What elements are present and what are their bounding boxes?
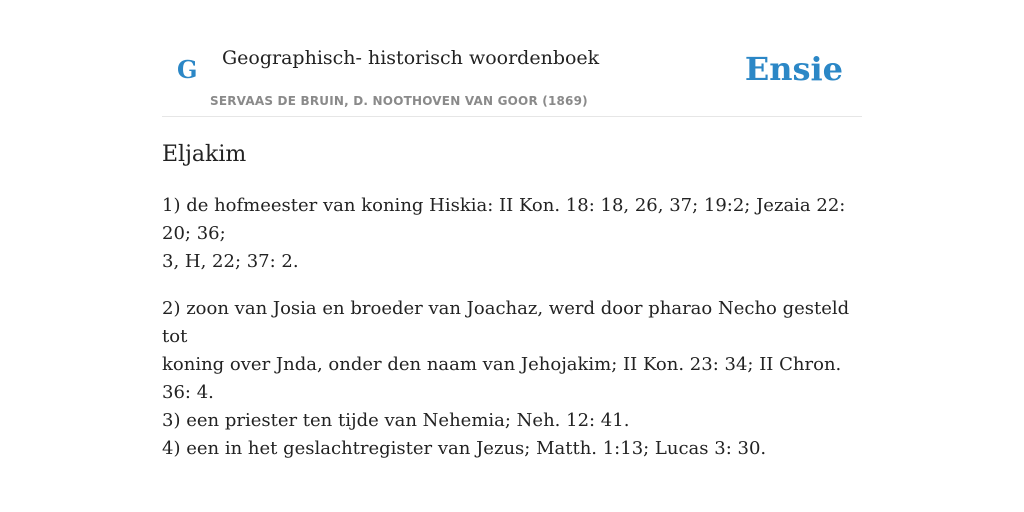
entry-line: 2) zoon van Josia en broeder van Joachaz, werd door pharao Necho gesteld tot [162, 298, 850, 347]
entry-line: 1) de hofmeester van koning Hiskia: II Kon. 18: 18, 26, 37; 19:2; Jezaia 22: 20; 36; [162, 195, 846, 244]
entry-title: Eljakim [162, 142, 247, 167]
ensie-logo-link[interactable]: Ensie [744, 50, 843, 88]
book-logo-letter[interactable]: G [177, 55, 198, 84]
entry-line: 4) een in het geslachtregister van Jezus; Matth. 1:13; Lucas 3: 30. [162, 438, 767, 459]
entry-line: koning over Jnda, onder den naam van Jehojakim; II Kon. 23: 34; II Chron. 36: 4. [162, 354, 842, 403]
entry-line: 3, H, 22; 37: 2. [162, 251, 299, 272]
book-header [162, 0, 862, 117]
entry-line: 3) een priester ten tijde van Nehemia; Neh. 12: 41. [162, 410, 630, 431]
entry-paragraph-2 [162, 295, 862, 463]
book-authors: SERVAAS DE BRUIN, D. NOOTHOVEN VAN GOOR (1869) [210, 94, 588, 108]
book-title[interactable]: Geographisch- historisch woordenboek [222, 47, 600, 69]
entry-paragraph-1 [162, 192, 862, 276]
entry-body [162, 192, 862, 482]
